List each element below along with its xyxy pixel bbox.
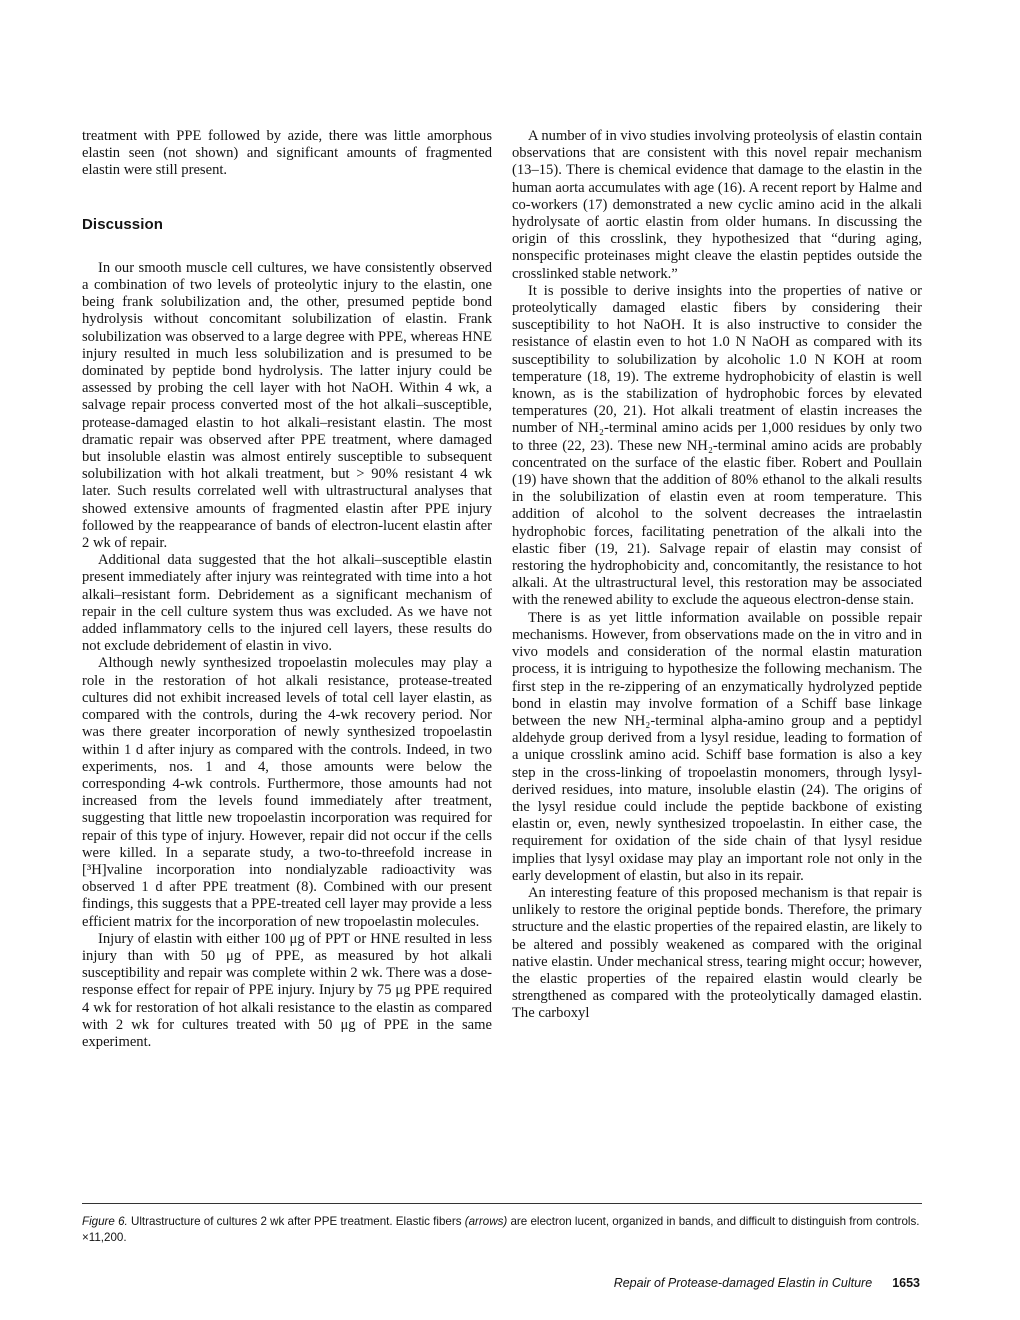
- paragraph: In our smooth muscle cell cultures, we have consistently observed a combination of two levels of proteolytic injury to the elastin, one being frank solubilization and, the other, presumed peptide bond hydrolysis without concomitant solubilization of elastin. Frank solubilization was observed to a large degree with PPE, whereas HNE injury resulted in much less solubilization and is presumed to be dominated by peptide bond hydrolysis. The latter injury could be assessed by probing the cell layer with hot NaOH. Within 4 wk, a salvage repair process converted most of the hot alkali–susceptible, protease-damaged elastin to hot alkali–resistant elastin. The most dramatic repair was observed after PPE treatment, where damaged but insoluble elastin was almost entirely susceptible to subsequent solubilization with hot alkali treatment, but > 90% resistant 4 wk later. Such results correlated well with ultrastructural analyses that showed extensive amounts of fragmented elastin after PPE injury followed by the reappearance of bands of electron-lucent elastin after 2 wk of repair.: [82, 259, 492, 552]
- right-column: [512, 128, 922, 1023]
- figure-label: Figure 6.: [82, 1215, 128, 1228]
- paragraph: Injury of elastin with either 100 μg of PPT or HNE resulted in less injury than with 50 μg of PPE, as measured by hot alkali susceptibility and repair was complete within 2 wk. There was a dose-response effect for repair of PPE injury. Injury by 75 μg PPE required 4 wk for restoration of hot alkali resistance to the elastin as compared with 2 wk for cultures treated with 50 μg of PPE in the same experiment.: [82, 930, 492, 1050]
- caption-text: are electron lucent, organized in bands, and difficult to distinguish from controls. ×11,200.: [82, 1215, 920, 1244]
- caption-text: Ultrastructure of cultures 2 wk after PPE treatment. Elastic fibers: [127, 1215, 465, 1228]
- paragraph: treatment with PPE followed by azide, there was little amorphous elastin seen (not shown) and significant amounts of fragmented elastin were still present.: [82, 128, 492, 179]
- running-title: Repair of Protease-damaged Elastin in Culture: [613, 1276, 873, 1290]
- paragraph: There is as yet little information available on possible repair mechanisms. However, from observations made on the in vitro and in vivo models and consideration of the normal elastin maturation process, it is intriguing to hypothesize the following mechanism. The first step in the re-zippering of an enzymatically hydrolyzed peptide bond in elastin may involve formation of a Schiff base linkage between the new NH₂-terminal alpha-amino group and a peptidyl aldehyde group derived from a lysyl residue, leading to formation of a unique crosslink amino acid. Schiff base formation is also a key step in the cross-linking of tropoelastin monomers, through lysyl-derived residues, into mature, insoluble elastin (24). The origins of the lysyl residue could include the peptide backbone of existing elastin or, even, newly synthesized tropoelastin. In either case, the requirement for oxidation of the side chain of that lysyl residue implies that lysyl oxidase may play an important role not only in the early development of elastin, but also in its repair.: [512, 609, 922, 884]
- page-footer: [540, 1276, 920, 1290]
- page-number: 1653: [892, 1276, 920, 1290]
- caption-arrows: (arrows): [464, 1215, 508, 1228]
- paragraph: Although newly synthesized tropoelastin molecules may play a role in the restoration of hot alkali resistance, protease-treated cultures did not exhibit increased levels of total cell layer elastin, as compared with the controls, during the 4-wk recovery period. Nor was there greater incorporation of newly synthesized tropoelastin within 1 d after injury as compared with the controls. Indeed, in two experiments, nos. 1 and 4, those amounts were below the corresponding 4-wk controls. Furthermore, those amounts had not increased from the levels found immediately after treatment, suggesting that little new tropoelastin incorporation was required for repair of this type of injury. However, repair did not occur if the cells were killed. In a separate study, a two-to-threefold increase in [³H]valine incorporation into nondialyzable radioactivity was observed 1 d after PPE treatment (8). Combined with our present findings, this suggests that a PPE-treated cell layer may provide a less efficient matrix for the incorporation of new tropoelastin molecules.: [82, 655, 492, 930]
- section-heading: Discussion: [82, 215, 164, 233]
- paragraph: It is possible to derive insights into the properties of native or proteolytically damaged elastic fibers by considering their susceptibility to hot NaOH. It is also instructive to consider the resistance of elastin even to hot 1.0 N NaOH as compared with its susceptibility to solubilization by alcoholic 1.0 N KOH at room temperature (18, 19). The extreme hydrophobicity of elastin is well known, as is the stabilization of hydrophobic forces by elevated temperatures (20, 21). Hot alkali treatment of elastin increases the number of NH₂-terminal amino acids per 1,000 residues by only two to three (22, 23). These new NH₂-terminal amino acids are probably concentrated on the surface of the elastic fiber. Robert and Poullain (19) have shown that the addition of 80% ethanol to the alkali results in the solubilization of elastin even at room temperature. This addition of alcohol to the solvent decreases the intraelastin hydrophobic forces, facilitating penetration of the alkali into the elastic fiber (19, 21). Salvage repair of elastin may consist of restoring the hydrophobicity and, concomitantly, the resistance to hot alkali. At the ultrastructural level, this restoration may be associated with the renewed ability to exclude the aqueous electron-dense stain.: [512, 282, 922, 609]
- paragraph: A number of in vivo studies involving proteolysis of elastin contain observations that are consistent with this novel repair mechanism (13–15). There is chemical evidence that damage to the elastin in the human aorta accumulates with age (16). A recent report by Halme and co-workers (17) demonstrated a new cyclic amino acid in the alkali hydrolysate of aortic elastin from older humans. In discussing the origin of this crosslink, they hypothesized that “during aging, nonspecific proteinases might cleave the elastin peptides outside the crosslinked stable network.”: [512, 128, 922, 282]
- paragraph: Additional data suggested that the hot alkali–susceptible elastin present immediately after injury was reintegrated with time into a hot alkali–resistant form. Debridement as a significant mechanism of repair in the cell culture system thus was excluded. As we have not added inflammatory cells to the injured cell layers, these results do not exclude debridement of elastin in vivo.: [82, 552, 492, 655]
- caption-divider: [82, 1203, 922, 1204]
- paragraph: An interesting feature of this proposed mechanism is that repair is unlikely to restore the original peptide bonds. Therefore, the primary structure and the elastic properties of the repaired elastin, are likely to be altered and possibly weakened as compared with the original native elastin. Under mechanical stress, tearing might occur; however, the elastic properties of the repaired elastin would clearly be strengthened as compared with the proteolytically damaged elastin. The carboxyl: [512, 884, 922, 1022]
- figure-caption: [82, 1214, 920, 1246]
- left-column: [82, 128, 492, 1051]
